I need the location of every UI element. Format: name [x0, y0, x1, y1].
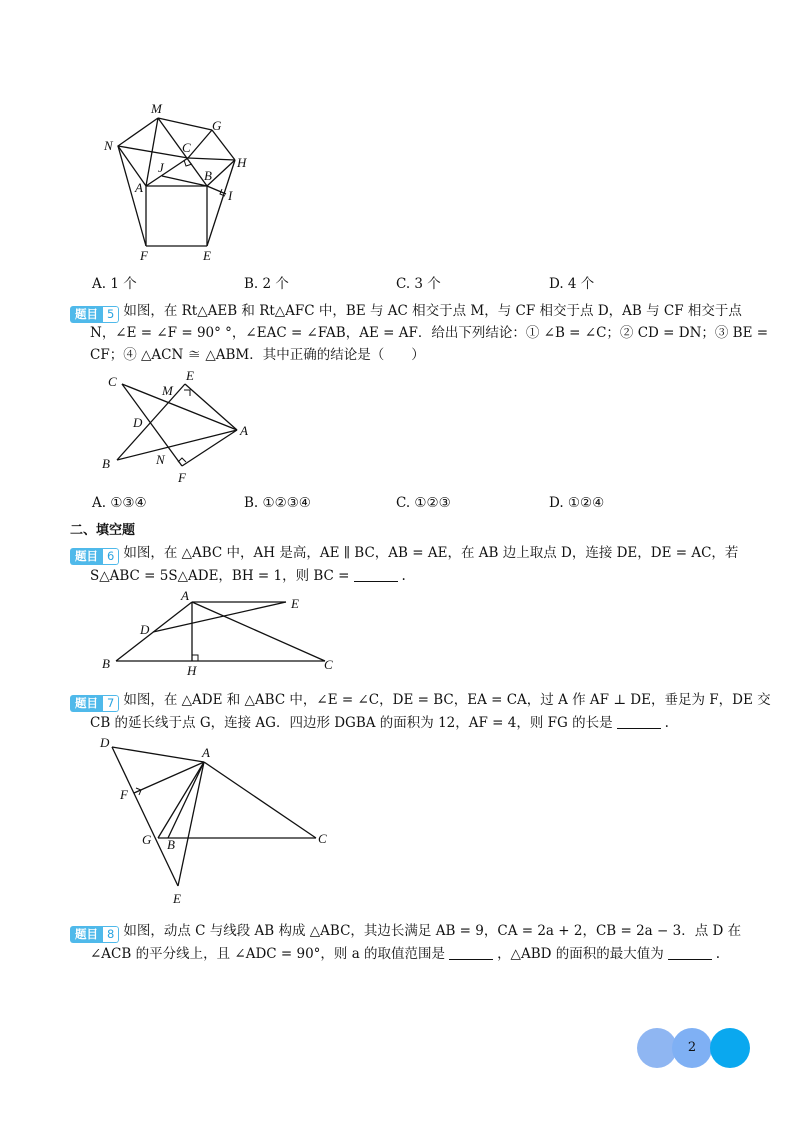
- q8-line2: ∠ACB 的平分线上，且 ∠ADC = 90°，则 a 的取值范围是 ，△ABD 的面积的最大值为 .: [90, 946, 721, 962]
- q6-answer-blank[interactable]: [354, 567, 398, 582]
- q4-label-J: J: [158, 160, 164, 175]
- q6-badge: 题目 6: [70, 548, 119, 565]
- q7-label-C: C: [318, 831, 327, 846]
- q6-label-H: H: [187, 663, 197, 678]
- q7-label-D: D: [100, 735, 110, 750]
- q8-line1: [70, 920, 741, 943]
- q5-label-D: D: [133, 415, 143, 430]
- q5-text-1: 如图，在 Rt△AEB 和 Rt△AFC 中，BE 与 AC 相交于点 M，与 CF 相交于点 D，AB 与 CF 相交于点: [123, 303, 742, 319]
- q5-option-a[interactable]: A. ①③④: [92, 495, 147, 511]
- q8-text-2: ∠ACB 的平分线上，且 ∠ADC = 90°，则 a 的取值范围是: [90, 946, 446, 962]
- q4-label-H: H: [237, 155, 247, 170]
- q4-option-a[interactable]: A. 1 个: [92, 276, 137, 292]
- q5-label-M: M: [162, 383, 173, 398]
- q4-label-E: E: [203, 248, 211, 263]
- q5-label-F: F: [178, 470, 186, 485]
- q6-label-E: E: [291, 596, 299, 611]
- section-title-fill-in: 二、填空题: [70, 523, 136, 538]
- q7-answer-blank[interactable]: [617, 714, 661, 729]
- q6-label-A: A: [181, 588, 189, 603]
- q7-line2: CB 的延长线于点 G，连接 AG．四边形 DGBA 的面积为 12，AF = 4，则 FG 的长是 .: [90, 715, 669, 731]
- q5-label-N: N: [156, 452, 165, 467]
- q4-option-c[interactable]: C. 3 个: [396, 276, 441, 292]
- q6-line1: [70, 542, 738, 565]
- q7-text-1: 如图，在 △ADE 和 △ABC 中，∠E = ∠C，DE = BC，EA = CA，过 A 作 AF ⊥ DE，垂足为 F，DE 交: [123, 692, 771, 708]
- q5-option-c[interactable]: C. ①②③: [396, 495, 451, 511]
- q7-badge: 题目 7: [70, 695, 119, 712]
- page-number-dot-right: [710, 1028, 750, 1068]
- q5-label-A: A: [240, 423, 248, 438]
- q5-badge: 题目 5: [70, 306, 119, 323]
- q7-figure: [98, 735, 338, 910]
- q4-figure: [100, 100, 260, 265]
- q5-line1: [70, 300, 742, 323]
- q7-line1: [70, 689, 771, 712]
- q7-label-E: E: [173, 891, 181, 906]
- q5-label-B: B: [102, 456, 110, 471]
- q6-label-D: D: [140, 622, 150, 637]
- q7-label-A: A: [202, 745, 210, 760]
- q4-label-F: F: [140, 248, 148, 263]
- q7-label-B: B: [167, 837, 175, 852]
- q4-label-M: M: [151, 101, 162, 116]
- q4-option-b[interactable]: B. 2 个: [244, 276, 289, 292]
- page-number-dot-left: [637, 1028, 677, 1068]
- q5-options: [92, 495, 712, 513]
- q4-label-C: C: [182, 140, 191, 155]
- q4-label-B: B: [204, 168, 212, 183]
- q4-label-I: I: [228, 188, 233, 203]
- q7-text-2: CB 的延长线于点 G，连接 AG．四边形 DGBA 的面积为 12，AF = 4，则 FG 的长是: [90, 715, 613, 731]
- page-number: 2: [687, 1040, 697, 1055]
- q7-label-G: G: [142, 832, 152, 847]
- q8-answer-blank-1[interactable]: [449, 945, 493, 960]
- q6-label-B: B: [102, 656, 110, 671]
- q8-answer-blank-2[interactable]: [668, 945, 712, 960]
- q6-line2: S△ABC = 5S△ADE，BH = 1，则 BC = .: [90, 568, 406, 584]
- q4-option-d[interactable]: D. 4 个: [549, 276, 595, 292]
- q4-label-A: A: [135, 180, 143, 195]
- q8-badge: 题目 8: [70, 926, 119, 943]
- q5-label-E: E: [186, 368, 194, 383]
- q8-text-1: 如图，动点 C 与线段 AB 构成 △ABC，其边长满足 AB = 9，CA = 2a + 2，CB = 2a − 3．点 D 在: [123, 923, 742, 939]
- q6-label-C: C: [324, 657, 333, 672]
- q6-text-1: 如图，在 △ABC 中，AH 是高，AE ∥ BC，AB = AE，在 AB 边上取点 D，连接 DE，DE = AC，若: [123, 545, 739, 561]
- q5-option-d[interactable]: D. ①②④: [549, 495, 605, 511]
- q4-label-G: G: [212, 118, 222, 133]
- q7-label-F: F: [120, 787, 128, 802]
- q5-line3: CF；④ △ACN ≅ △ABM．其中正确的结论是（ ）: [90, 347, 425, 363]
- q6-text-2: S△ABC = 5S△ADE，BH = 1，则 BC =: [90, 568, 350, 584]
- q4-label-N: N: [104, 138, 113, 153]
- q5-line2: N，∠E = ∠F = 90° °，∠EAC = ∠FAB，AE = AF．给出下列结论：① ∠B = ∠C；② CD = DN；③ BE =: [90, 325, 769, 341]
- q5-option-b[interactable]: B. ①②③④: [244, 495, 311, 511]
- q5-figure: [100, 368, 260, 488]
- q4-options: [92, 272, 712, 290]
- q5-label-C: C: [108, 374, 117, 389]
- q6-figure: [98, 588, 348, 678]
